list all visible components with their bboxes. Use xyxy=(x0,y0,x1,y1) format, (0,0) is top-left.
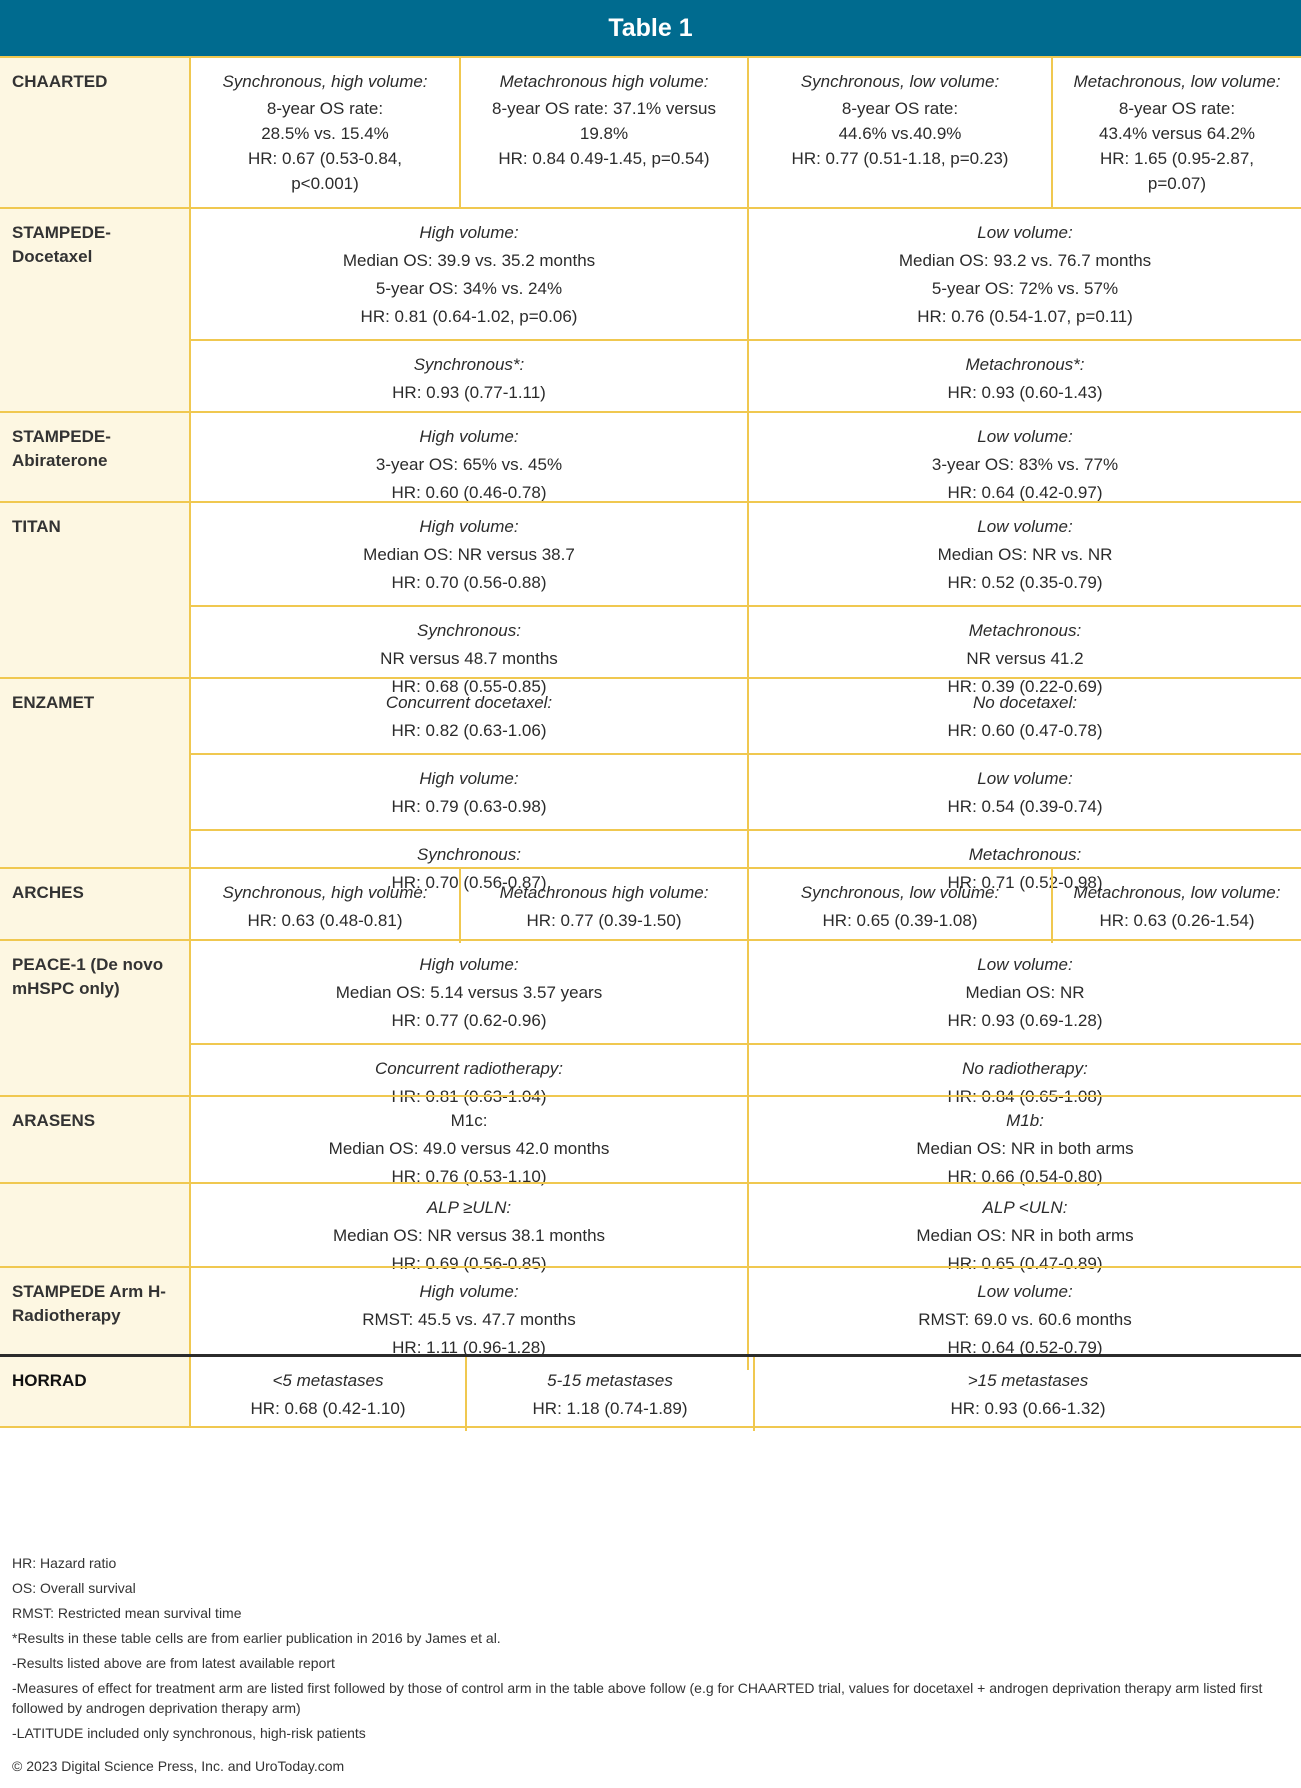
table-cell: High volume: Median OS: 5.14 versus 3.57 years HR: 0.77 (0.62-0.96) xyxy=(335,955,603,1030)
table-cell: <5 metastases HR: 0.68 (0.42-1.10) xyxy=(250,1371,406,1418)
table-cell: Synchronous: HR: 0.70 (0.56-0.87) xyxy=(391,845,547,892)
table-cell: High volume: Median OS: 39.9 vs. 35.2 months 5-year OS: 34% vs. 24% HR: 0.81 (0.64-1.02, p=0.06) xyxy=(342,223,596,326)
row-label: ARCHES xyxy=(0,869,191,939)
row-peace-1 xyxy=(0,939,1301,1106)
table-cell: M1c: Median OS: 49.0 versus 42.0 months HR: 0.76 (0.53-1.10) xyxy=(328,1111,610,1186)
table-cell: High volume: RMST: 45.5 vs. 47.7 months HR: 1.11 (0.96-1.28) xyxy=(362,1282,576,1357)
row-stampede-docetaxel xyxy=(0,207,1301,411)
table-cell: Metachronous, low volume: 8-year OS rate: 43.4% versus 64.2% HR: 1.65 (0.95-2.87, p=0.07) xyxy=(1051,58,1301,207)
footnote: -Results listed above are from latest available report xyxy=(12,1655,335,1671)
table-cell: Metachronous: NR versus 41.2 HR: 0.39 (0.22-0.69) xyxy=(747,607,1301,709)
table-cell: Metachronous*: HR: 0.93 (0.60-1.43) xyxy=(747,341,1301,415)
row-label: STAMPEDE- Docetaxel xyxy=(0,209,191,411)
table-cell: Concurrent radiotherapy: HR: 0.81 (0.63-1.04) xyxy=(374,1059,564,1106)
table-cell: >15 metastases HR: 0.93 (0.66-1.32) xyxy=(753,1357,1301,1431)
row-label: ENZAMET xyxy=(0,679,191,867)
table-cell: Metachronous, low volume: HR: 0.63 (0.26-1.54) xyxy=(1051,869,1301,943)
table-cell: Low volume: Median OS: 93.2 vs. 76.7 months 5-year OS: 72% vs. 57% HR: 0.76 (0.54-1.07, p=0.11) xyxy=(747,209,1301,339)
table-cell: High volume: 3-year OS: 65% vs. 45% HR: 0.60 (0.46-0.78) xyxy=(375,427,563,502)
row-arasens xyxy=(0,1095,1301,1186)
table-cell: M1b: Median OS: NR in both arms HR: 0.66 (0.54-0.80) xyxy=(747,1097,1301,1199)
row-horrad xyxy=(0,1354,1301,1428)
row-chaarted xyxy=(0,56,1301,207)
copyright-text: © 2023 Digital Science Press, Inc. and UroToday.com xyxy=(12,1758,345,1774)
table-cell: Metachronous high volume: 8-year OS rate: 37.1% versus 19.8% HR: 0.84 0.49-1.45, p=0.54) xyxy=(459,58,747,207)
row-enzamet xyxy=(0,677,1301,892)
row-label: ARASENS xyxy=(0,1097,191,1182)
table-cell: Metachronous: HR: 0.71 (0.52-0.98) xyxy=(747,831,1301,905)
table-cell: Low volume: RMST: 69.0 vs. 60.6 months HR: 0.64 (0.52-0.79) xyxy=(747,1268,1301,1370)
table-cell: ALP ≥ULN: Median OS: NR versus 38.1 months HR: 0.69 (0.56-0.85) xyxy=(332,1198,606,1273)
table-footnotes xyxy=(12,1553,1292,1748)
table-cell: Synchronous*: HR: 0.93 (0.77-1.11) xyxy=(392,355,546,402)
table-cell: No radiotherapy: HR: 0.84 (0.65-1.08) xyxy=(747,1045,1301,1119)
row-label xyxy=(0,1184,191,1266)
footnote: RMST: Restricted mean survival time xyxy=(12,1605,242,1621)
row-label: CHAARTED xyxy=(0,58,191,207)
row-label: HORRAD xyxy=(0,1357,191,1426)
table-cell: 5-15 metastases HR: 1.18 (0.74-1.89) xyxy=(465,1357,753,1431)
row-arasens-alp xyxy=(0,1182,1301,1273)
table-cell: Synchronous, low volume: HR: 0.65 (0.39-1.08) xyxy=(747,869,1051,943)
table-cell: Synchronous: NR versus 48.7 months HR: 0.68 (0.55-0.85) xyxy=(380,621,558,696)
row-titan xyxy=(0,501,1301,696)
table-title: Table 1 xyxy=(0,0,1301,56)
row-stampede-abiraterone xyxy=(0,411,1301,501)
footnote: -LATITUDE included only synchronous, high-risk patients xyxy=(12,1725,366,1741)
table-cell: High volume: HR: 0.79 (0.63-0.98) xyxy=(391,769,547,816)
table-cell: High volume: Median OS: NR versus 38.7 HR: 0.70 (0.56-0.88) xyxy=(363,517,575,592)
table-cell: Metachronous high volume: HR: 0.77 (0.39-1.50) xyxy=(459,869,747,943)
footnote: -Measures of effect for treatment arm are listed first followed by those of control arm in the table above follow (e.g for CHAARTED trial, values for docetaxel + androgen deprivation therapy arm listed first followed by androgen deprivation therapy arm) xyxy=(12,1680,1263,1716)
table-cell: Synchronous, high volume: HR: 0.63 (0.48-0.81) xyxy=(222,883,428,930)
table-cell: Concurrent docetaxel: HR: 0.82 (0.63-1.06) xyxy=(385,693,553,740)
table-cell: Synchronous, low volume: 8-year OS rate: 44.6% vs.40.9% HR: 0.77 (0.51-1.18, p=0.23) xyxy=(747,58,1051,207)
row-label: PEACE-1 (De novo mHSPC only) xyxy=(0,941,191,1095)
row-arches xyxy=(0,867,1301,939)
row-label: STAMPEDE Arm H- Radiotherapy xyxy=(0,1268,191,1354)
footnote: OS: Overall survival xyxy=(12,1580,136,1596)
table-cell: No docetaxel: HR: 0.60 (0.47-0.78) xyxy=(747,679,1301,753)
table-cell: Low volume: Median OS: NR HR: 0.93 (0.69-1.28) xyxy=(747,941,1301,1043)
table-cell: Synchronous, high volume: 8-year OS rate: 28.5% vs. 15.4% HR: 0.67 (0.53-0.84, p<0.001) xyxy=(222,72,428,193)
footnote: *Results in these table cells are from earlier publication in 2016 by James et al. xyxy=(12,1630,501,1646)
row-stampede-arm-h xyxy=(0,1266,1301,1357)
table-cell: Low volume: Median OS: NR vs. NR HR: 0.52 (0.35-0.79) xyxy=(747,503,1301,605)
table-cell: Low volume: HR: 0.54 (0.39-0.74) xyxy=(747,755,1301,829)
row-label: TITAN xyxy=(0,503,191,677)
table-cell: Low volume: 3-year OS: 83% vs. 77% HR: 0.64 (0.42-0.97) xyxy=(747,413,1301,515)
footnote: HR: Hazard ratio xyxy=(12,1555,117,1571)
table-cell: ALP <ULN: Median OS: NR in both arms HR: 0.65 (0.47-0.89) xyxy=(747,1184,1301,1286)
row-label: STAMPEDE- Abiraterone xyxy=(0,413,191,501)
